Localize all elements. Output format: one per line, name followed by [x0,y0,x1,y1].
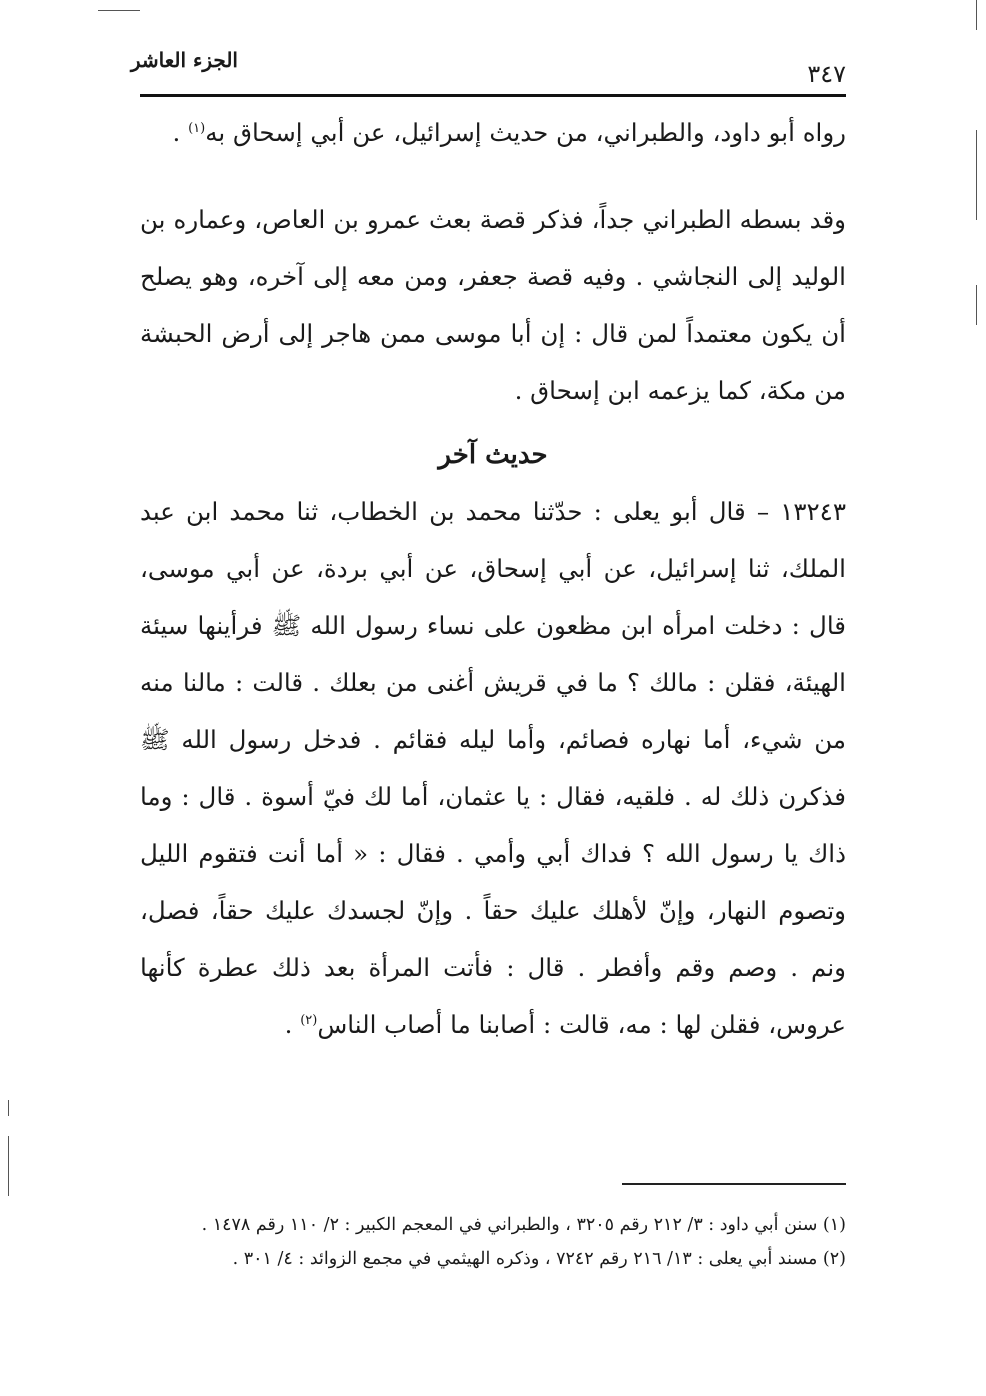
footnote: (٢) مسند أبي يعلى : ١٣/ ٢١٦ رقم ٧٢٤٢ ، وذكره الهيثمي في مجمع الزوائد : ٤/ ٣٠١ . [232,1249,846,1269]
hadith-text: ١٣٢٤٣ – قال أبو يعلى : حدّثنا محمد بن الخطاب، ثنا محمد ابن عبد الملك، ثنا إسرائيل، عن أبي إسحاق، عن أبي بردة، عن أبي موسى، قال : دخلت امرأه ابن مظعون على نساء رسول الله ﷺ فرأينها سيئة الهيئة، فقلن : مالك ؟ ما في قريش أغنى من بعلك . قالت : مالنا منه من شيء، أما نهاره فصائم، وأما ليله فقائم . فدخل رسول الله ﷺ فذكرن ذلك له . فلقيه، فقال : يا عثمان، أما لك فيّ أسوة . قال : وما ذاك يا رسول الله ؟ فداك أبي وأمي . فقال : « أما أنت فتقوم الليل وتصوم النهار، وإنّ لأهلك عليك حقاً . وإنّ لجسدك عليك حقاً، فصل، ونم . وصم وقم وأفطر . قال : فأتت المرأة بعد ذلك عطرة كأنها عروس، فقلن لها : مه، قالت : أصابنا ما أصاب الناس [140,497,846,1039]
paragraph-text: وقد بسطه الطبراني جداً، فذكر قصة بعث عمرو بن العاص، وعماره بن الوليد إلى النجاشي . وفيه قصة جعفر، ومن معه إلى آخره، وهو يصلح أن يكون معتمداً لمن قال : إن أبا موسى ممن هاجر إلى أرض الحبشة من مكة، كما يزعمه ابن إسحاق . [140,205,846,405]
header-rule [140,94,846,97]
paragraph-end: . [172,118,189,147]
scan-edge-mark [8,1100,9,1116]
paragraph-attribution [140,104,846,161]
scan-edge-mark [98,10,140,11]
page-number: ٣٤٧ [807,60,846,88]
scan-edge-mark [976,0,977,30]
paragraph-end: . [284,1010,301,1039]
scan-edge-mark [8,1136,9,1196]
footnotes [140,1208,846,1276]
footnote-reference: (١) [188,120,206,136]
footnote-rule [622,1183,846,1185]
body-text [140,104,846,1053]
scan-edge-mark [976,130,977,220]
paragraph-text: رواه أبو داود، والطبراني، من حديث إسرائيل، عن أبي إسحاق به [205,118,846,147]
footnote-reference: (٢) [300,1012,318,1028]
book-page [130,38,846,1269]
paragraph-commentary [140,191,846,419]
section-heading: حديث آخر [438,440,548,470]
hadith-paragraph [140,483,846,1053]
scan-edge-mark [976,285,977,325]
volume-title: الجزء العاشر [130,48,238,72]
running-head [130,38,846,96]
footnote: (١) سنن أبي داود : ٣/ ٢١٢ رقم ٣٢٠٥ ، والطبراني في المعجم الكبير : ٢/ ١١٠ رقم ١٤٧٨ . [201,1215,846,1235]
